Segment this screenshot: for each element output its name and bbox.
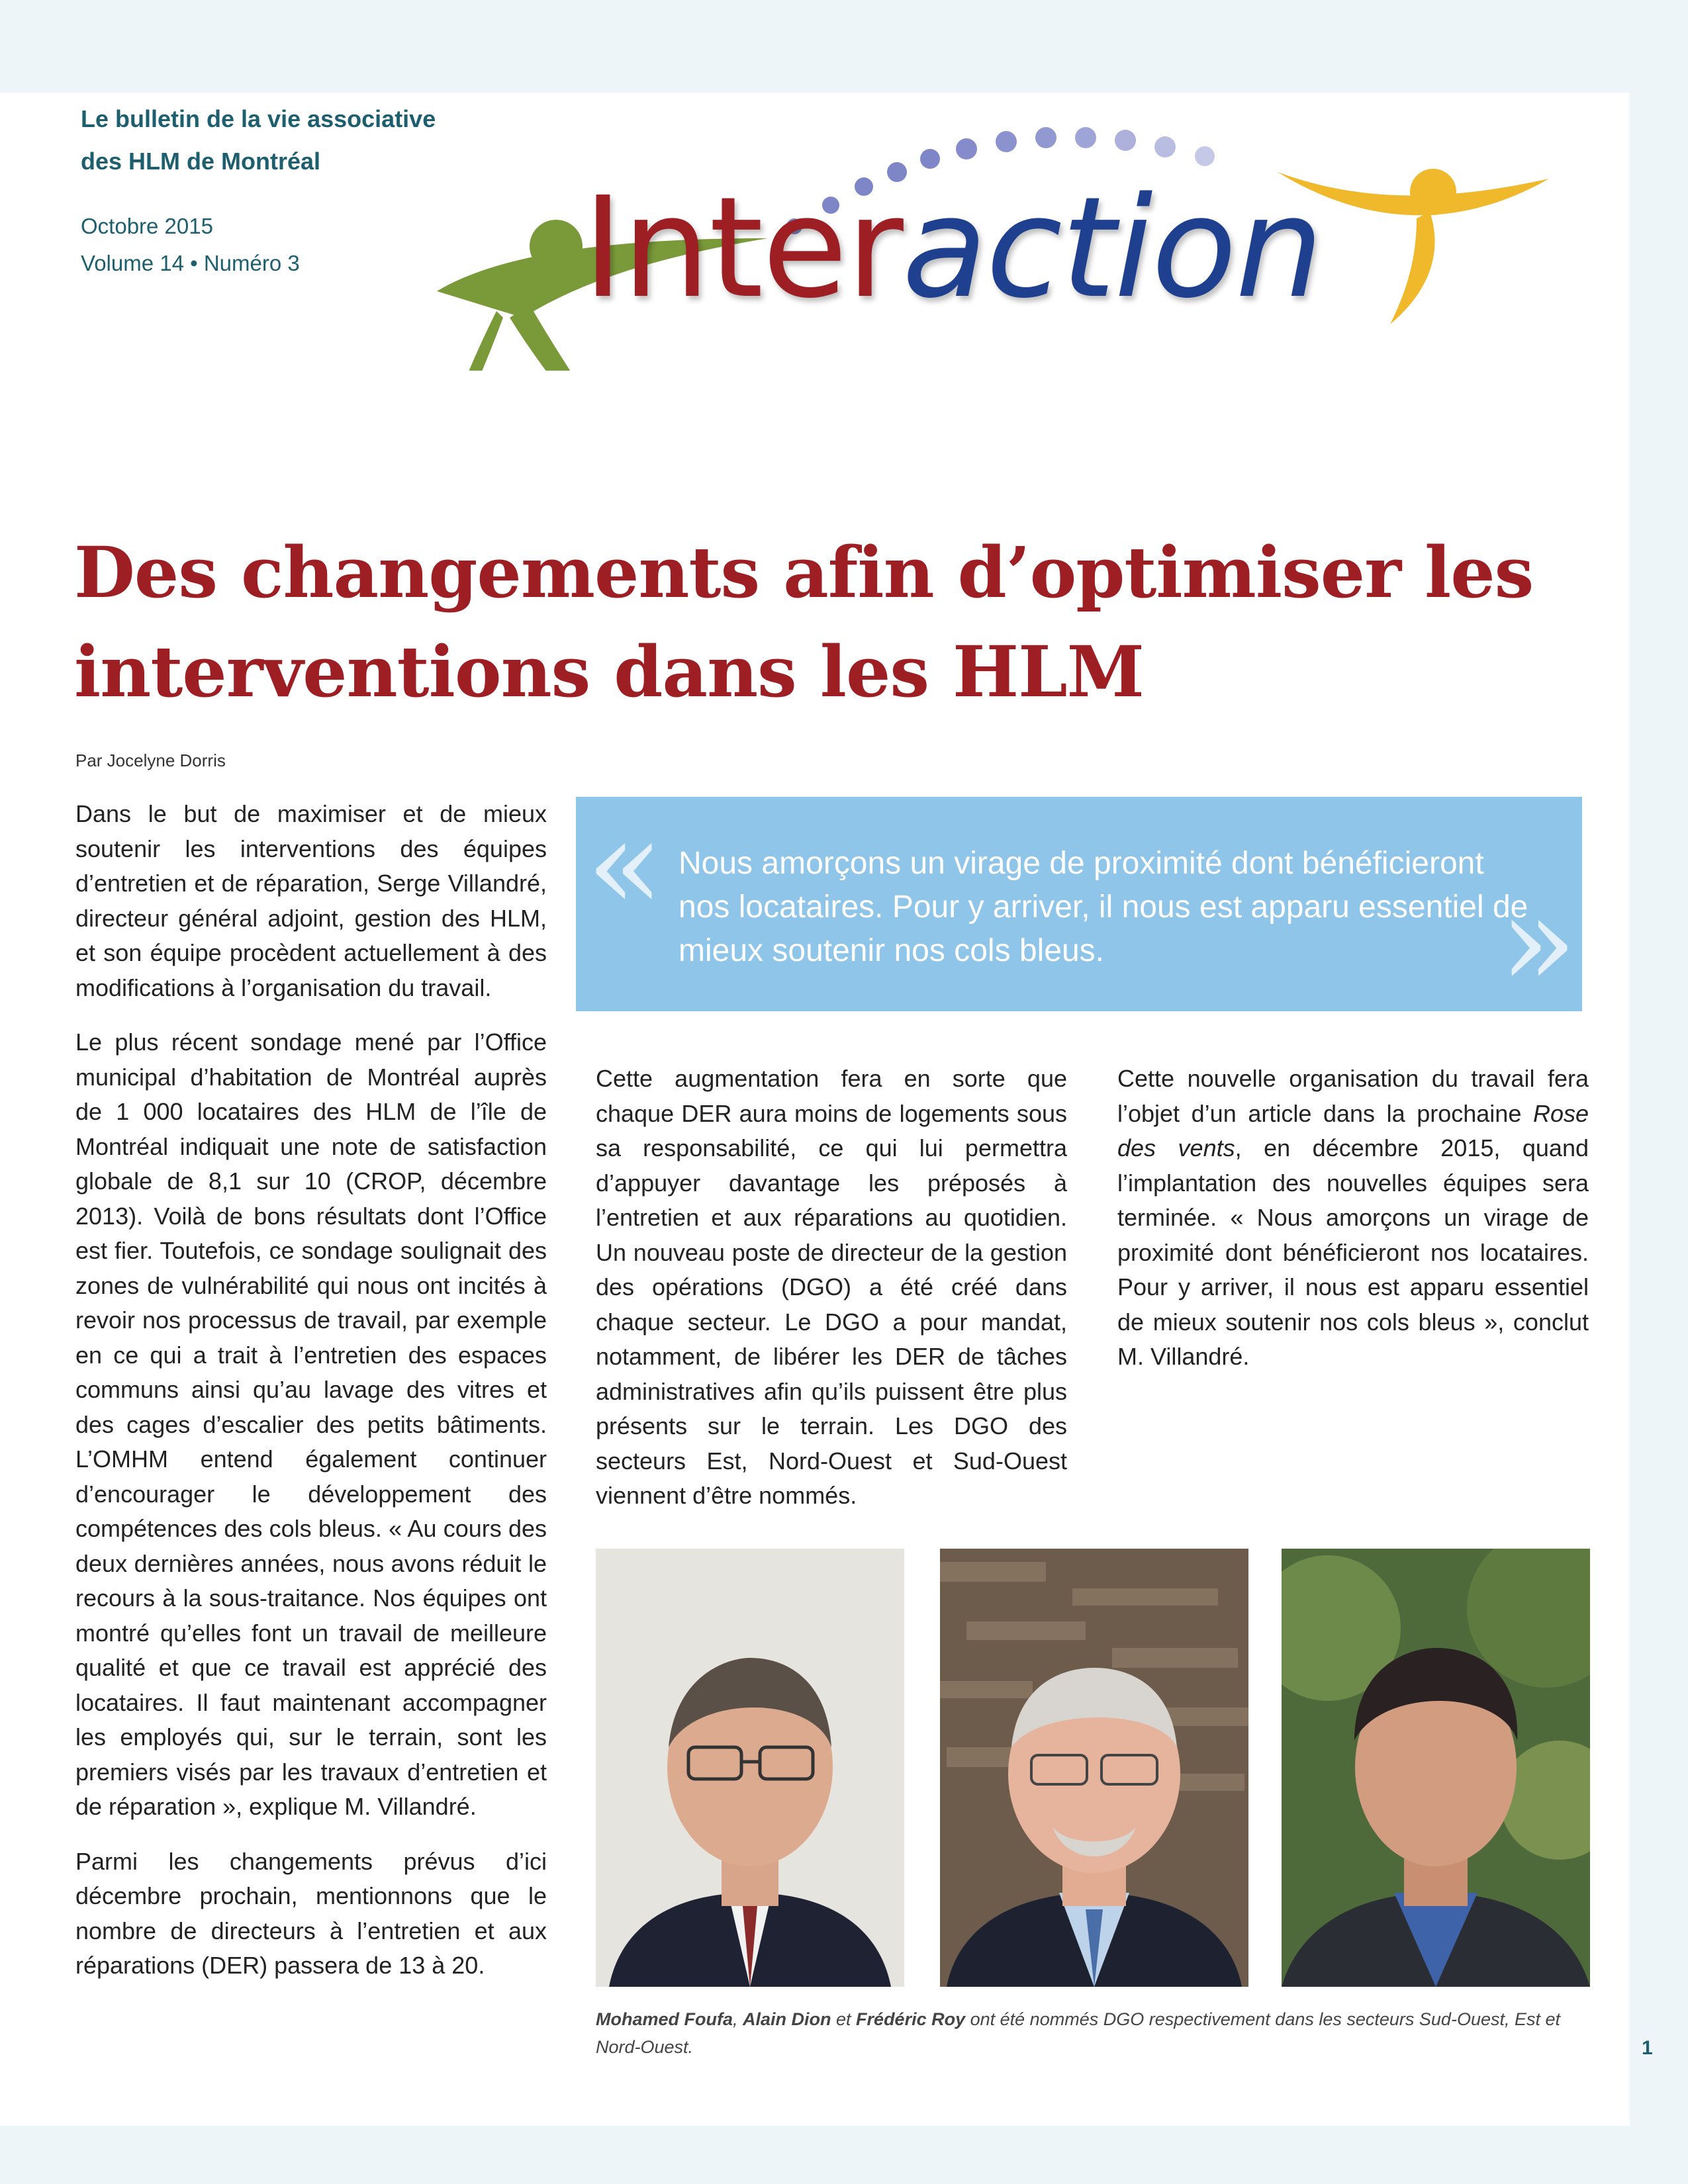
- issue-date: Octobre 2015: [81, 214, 213, 238]
- article-column-2: [596, 1062, 1067, 1533]
- caption-name-2: Alain Dion: [743, 2009, 831, 2029]
- photo-alain-dion: [940, 1549, 1248, 1987]
- tagline-line-2: des HLM de Montréal: [81, 148, 321, 175]
- article-headline: [74, 523, 1597, 721]
- logo-wordmark-action: action: [902, 167, 1323, 329]
- paragraph-text: , en décembre 2015, quand l’implantation des nouvelles équipes sera terminée. « Nous amorçons un virage de proximité dont bénéficieront nos locataires. Pour y arriver, il nous est apparu essentiel de mieux soutenir nos cols bleus », conclut M. Villandré.: [1117, 1134, 1589, 1370]
- quote-open-icon: «: [586, 792, 664, 938]
- caption-name-1: Mohamed Foufa: [596, 2009, 733, 2029]
- logo-wordmark: [583, 167, 1323, 329]
- issue-info: [81, 208, 300, 282]
- masthead-tagline: [81, 98, 436, 183]
- headline-line-2: interventions dans les HLM: [74, 630, 1145, 713]
- photo-caption: [596, 2005, 1589, 2061]
- paragraph: [1117, 1062, 1589, 1375]
- pull-quote: [576, 792, 1582, 1015]
- tagline-line-1: Le bulletin de la vie associative: [81, 105, 436, 132]
- page-number: 1: [1642, 2037, 1653, 2059]
- publication-title: Rose des vents: [1117, 1099, 1589, 1161]
- portrait-image: [1282, 1549, 1590, 1987]
- caption-separator: ,: [733, 2009, 743, 2029]
- article-column-3: [1117, 1062, 1589, 1394]
- photo-mohamed-foufa: [596, 1549, 904, 1987]
- pull-quote-text: Nous amorçons un virage de proximité dont bénéficieront nos locataires. Pour y arriver, il nous est apparu essentiel de mieux soutenir nos cols bleus.: [679, 846, 1528, 968]
- article-column-1: [75, 797, 547, 2003]
- logo-wordmark-inter: Inter: [583, 167, 902, 329]
- paragraph: Dans le but de maximiser et de mieux soutenir les interventions des équipes d’entretien et de réparation, Serge Villandré, directeur général adjoint, gestion des HLM, et son équipe procèdent actuellement à des modifications à l’organisation du travail.: [75, 800, 547, 1001]
- article-byline: Par Jocelyne Dorris: [75, 751, 226, 770]
- paragraph: Parmi les changements prévus d’ici décembre prochain, mentionnons que le nombre de directeurs à l’entretien et aux réparations (DER) passera de 13 à 20.: [75, 1847, 547, 1979]
- interaction-logo: [424, 40, 1602, 371]
- photo-frederic-roy: [1282, 1549, 1590, 1987]
- issue-volume: Volume 14 • Numéro 3: [81, 251, 300, 275]
- quote-close-icon: »: [1499, 868, 1577, 1015]
- paragraph: Cette augmentation fera en sorte que chaque DER aura moins de logements sous sa responsabilité, ce qui lui permettra d’appuyer davantage les préposés à l’entretien et aux réparations au quotidien. Un nouveau poste de directeur de la gestion des opérations (DGO) a été créé dans chaque secteur. Le DGO a pour mandat, notamment, de libérer les DER de tâches administratives afin qu’ils puissent être plus présents sur le terrain. Les DGO des secteurs Est, Nord-Ouest et Sud-Ouest viennent d’être nommés.: [596, 1065, 1067, 1509]
- portrait-image: [940, 1549, 1248, 1987]
- caption-name-3: Frédéric Roy: [856, 2009, 966, 2029]
- paragraph: Le plus récent sondage mené par l’Office municipal d’habitation de Montréal auprès de 1 000 locataires des HLM de l’île de Montréal indiquait une note de satisfaction globale de 8,1 sur 10 (CROP, décembre 2013). Voilà de bons résultats dont l’Office est fier. Toutefois, ce sondage soulignait des zones de vulnérabilité qui nous ont incités à revoir nos processus de travail, par exemple en ce qui a trait à l’entretien des espaces communs ainsi qu’au lavage des vitres et des cages d’escalier des petits bâtiments. L’OMHM entend également continuer d’encourager le développement des compétences des cols bleus. « Au cours des deux dernières années, nous avons réduit le recours à la sous-traitance. Nos équipes ont montré qu’elles font un travail de meilleure qualité et que ce travail est apprécié des locataires. Il faut maintenant accompagner les employés qui, sur le terrain, sont les premiers visés par les travaux d’entretien et de réparation », explique M. Villandré.: [75, 1028, 547, 1820]
- paragraph-text: Cette nouvelle organisation du travail fera l’objet d’un article dans la prochaine: [1117, 1065, 1589, 1127]
- portrait-image: [596, 1549, 904, 1987]
- headline-line-1: Des changements afin d’optimiser les: [74, 531, 1534, 614]
- caption-separator: et: [831, 2009, 857, 2029]
- caption-text: ont été nommés DGO respectivement dans les secteurs Sud-Ouest, Est et Nord-Ouest.: [596, 2009, 1561, 2057]
